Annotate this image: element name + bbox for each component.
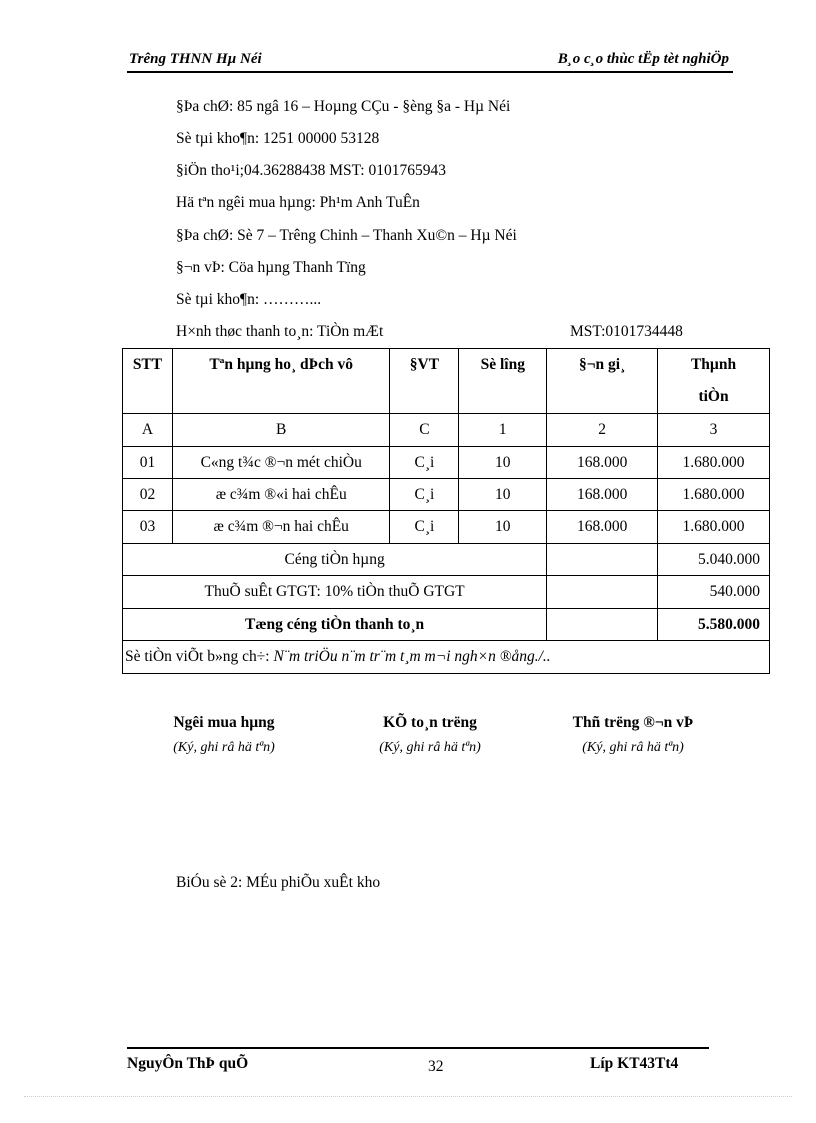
header-school: Trêng THNN Hµ Néi	[129, 51, 262, 67]
table-row	[123, 479, 770, 511]
signature-director-title: Thñ trëng ®¬n vÞ	[572, 714, 694, 731]
code-c: C	[390, 414, 459, 447]
row-stt: 03	[123, 511, 173, 544]
code-row	[123, 414, 770, 447]
footer-author: NguyÔn ThÞ quÕ	[127, 1055, 249, 1072]
row-item-name: æ c¾m ®«i hai chÊu	[172, 479, 390, 511]
code-1: 1	[459, 414, 547, 447]
invoice-table	[122, 348, 770, 674]
header-unit-price: §¬n gi¸	[547, 349, 658, 414]
signature-accountant-note: (Ký, ghi râ hä tªn)	[379, 740, 481, 755]
row-unit-price: 168.000	[547, 511, 658, 544]
subtotal-value: 5.040.000	[658, 544, 770, 576]
buyer-name: Hä tªn ngêi mua hµng: Ph¹m Anh TuÊn	[176, 194, 420, 211]
amount-in-words-value: N¨m triÖu n¨m tr¨m t¸m m¬i ngh×n ®ång./..	[273, 648, 551, 665]
total-row	[123, 609, 770, 641]
footer-divider	[127, 1047, 709, 1049]
signature-accountant-title: KÕ to¸n trëng	[383, 714, 477, 731]
signature-buyer	[144, 714, 304, 756]
row-unit-price: 168.000	[547, 447, 658, 479]
header-amount-line1: Thµnh	[690, 356, 737, 373]
code-a: A	[123, 414, 173, 447]
vat-empty	[547, 576, 658, 609]
subtotal-empty	[547, 544, 658, 576]
seller-phone-mst: §iÖn tho¹i;04.36288438 MST: 0101765943	[176, 162, 446, 179]
vat-label: ThuÕ suÊt GTGT: 10% tiÒn thuÕ GTGT	[123, 576, 547, 609]
signature-director-note: (Ký, ghi râ hä tªn)	[582, 740, 684, 755]
seller-address: §Þa chØ: 85 ngâ 16 – Hoµng CÇu - §èng §a - Hµ Néi	[176, 98, 511, 115]
header-quantity: Sè lîng	[459, 349, 547, 414]
signature-director	[553, 714, 713, 756]
header-report-title: B¸o c¸o thùc tËp tèt nghiÖp	[557, 51, 729, 67]
page-number: 32	[428, 1058, 444, 1075]
total-value: 5.580.000	[658, 609, 770, 641]
payment-method: H×nh thøc thanh to¸n: TiÒn mÆt	[176, 323, 384, 340]
page-header	[127, 49, 733, 73]
code-3: 3	[658, 414, 770, 447]
row-quantity: 10	[459, 479, 547, 511]
buyer-address: §Þa chØ: Sè 7 – Trêng Chinh – Thanh Xu©n – Hµ Néi	[176, 227, 517, 244]
signature-accountant	[350, 714, 510, 756]
row-item-name: C«ng t¾c ®¬n mét chiÒu	[172, 447, 390, 479]
amount-in-words	[123, 641, 770, 674]
table-header-row	[123, 349, 770, 414]
header-unit: §VT	[390, 349, 459, 414]
total-empty	[547, 609, 658, 641]
vat-value: 540.000	[658, 576, 770, 609]
subtotal-row	[123, 544, 770, 576]
row-amount: 1.680.000	[658, 479, 770, 511]
subtotal-label: Céng tiÒn hµng	[123, 544, 547, 576]
row-quantity: 10	[459, 447, 547, 479]
row-amount: 1.680.000	[658, 447, 770, 479]
header-stt: STT	[123, 349, 173, 414]
buyer-unit: §¬n vÞ: Cöa hµng Thanh Tïng	[176, 259, 366, 276]
header-amount-line2: tiÒn	[698, 388, 729, 405]
table-row	[123, 511, 770, 544]
signature-buyer-title: Ngêi mua hµng	[173, 714, 275, 731]
header-item-name: Tªn hµng ho¸ dÞch vô	[172, 349, 390, 414]
code-b: B	[172, 414, 390, 447]
footer-class: Líp KT43Tt4	[590, 1055, 679, 1072]
seller-account: Sè tµi kho¶n: 1251 00000 53128	[176, 130, 380, 147]
row-unit-price: 168.000	[547, 479, 658, 511]
row-unit: C¸i	[390, 479, 459, 511]
row-stt: 02	[123, 479, 173, 511]
page-edge-dots	[24, 1096, 792, 1097]
figure-caption: BiÓu sè 2: MÉu phiÕu xuÊt kho	[176, 874, 381, 891]
signature-buyer-note: (Ký, ghi râ hä tªn)	[173, 740, 275, 755]
amount-in-words-row	[123, 641, 770, 674]
code-2: 2	[547, 414, 658, 447]
row-amount: 1.680.000	[658, 511, 770, 544]
row-unit: C¸i	[390, 447, 459, 479]
vat-row	[123, 576, 770, 609]
buyer-account: Sè tµi kho¶n: ………...	[176, 291, 322, 308]
row-stt: 01	[123, 447, 173, 479]
total-label: Tæng céng tiÒn thanh to¸n	[123, 609, 547, 641]
buyer-mst: MST:0101734448	[570, 323, 683, 340]
row-item-name: æ c¾m ®¬n hai chÊu	[172, 511, 390, 544]
header-amount	[658, 349, 770, 414]
amount-in-words-label: Sè tiÒn viÕt b»ng ch÷:	[125, 648, 274, 665]
row-unit: C¸i	[390, 511, 459, 544]
row-quantity: 10	[459, 511, 547, 544]
table-row	[123, 447, 770, 479]
